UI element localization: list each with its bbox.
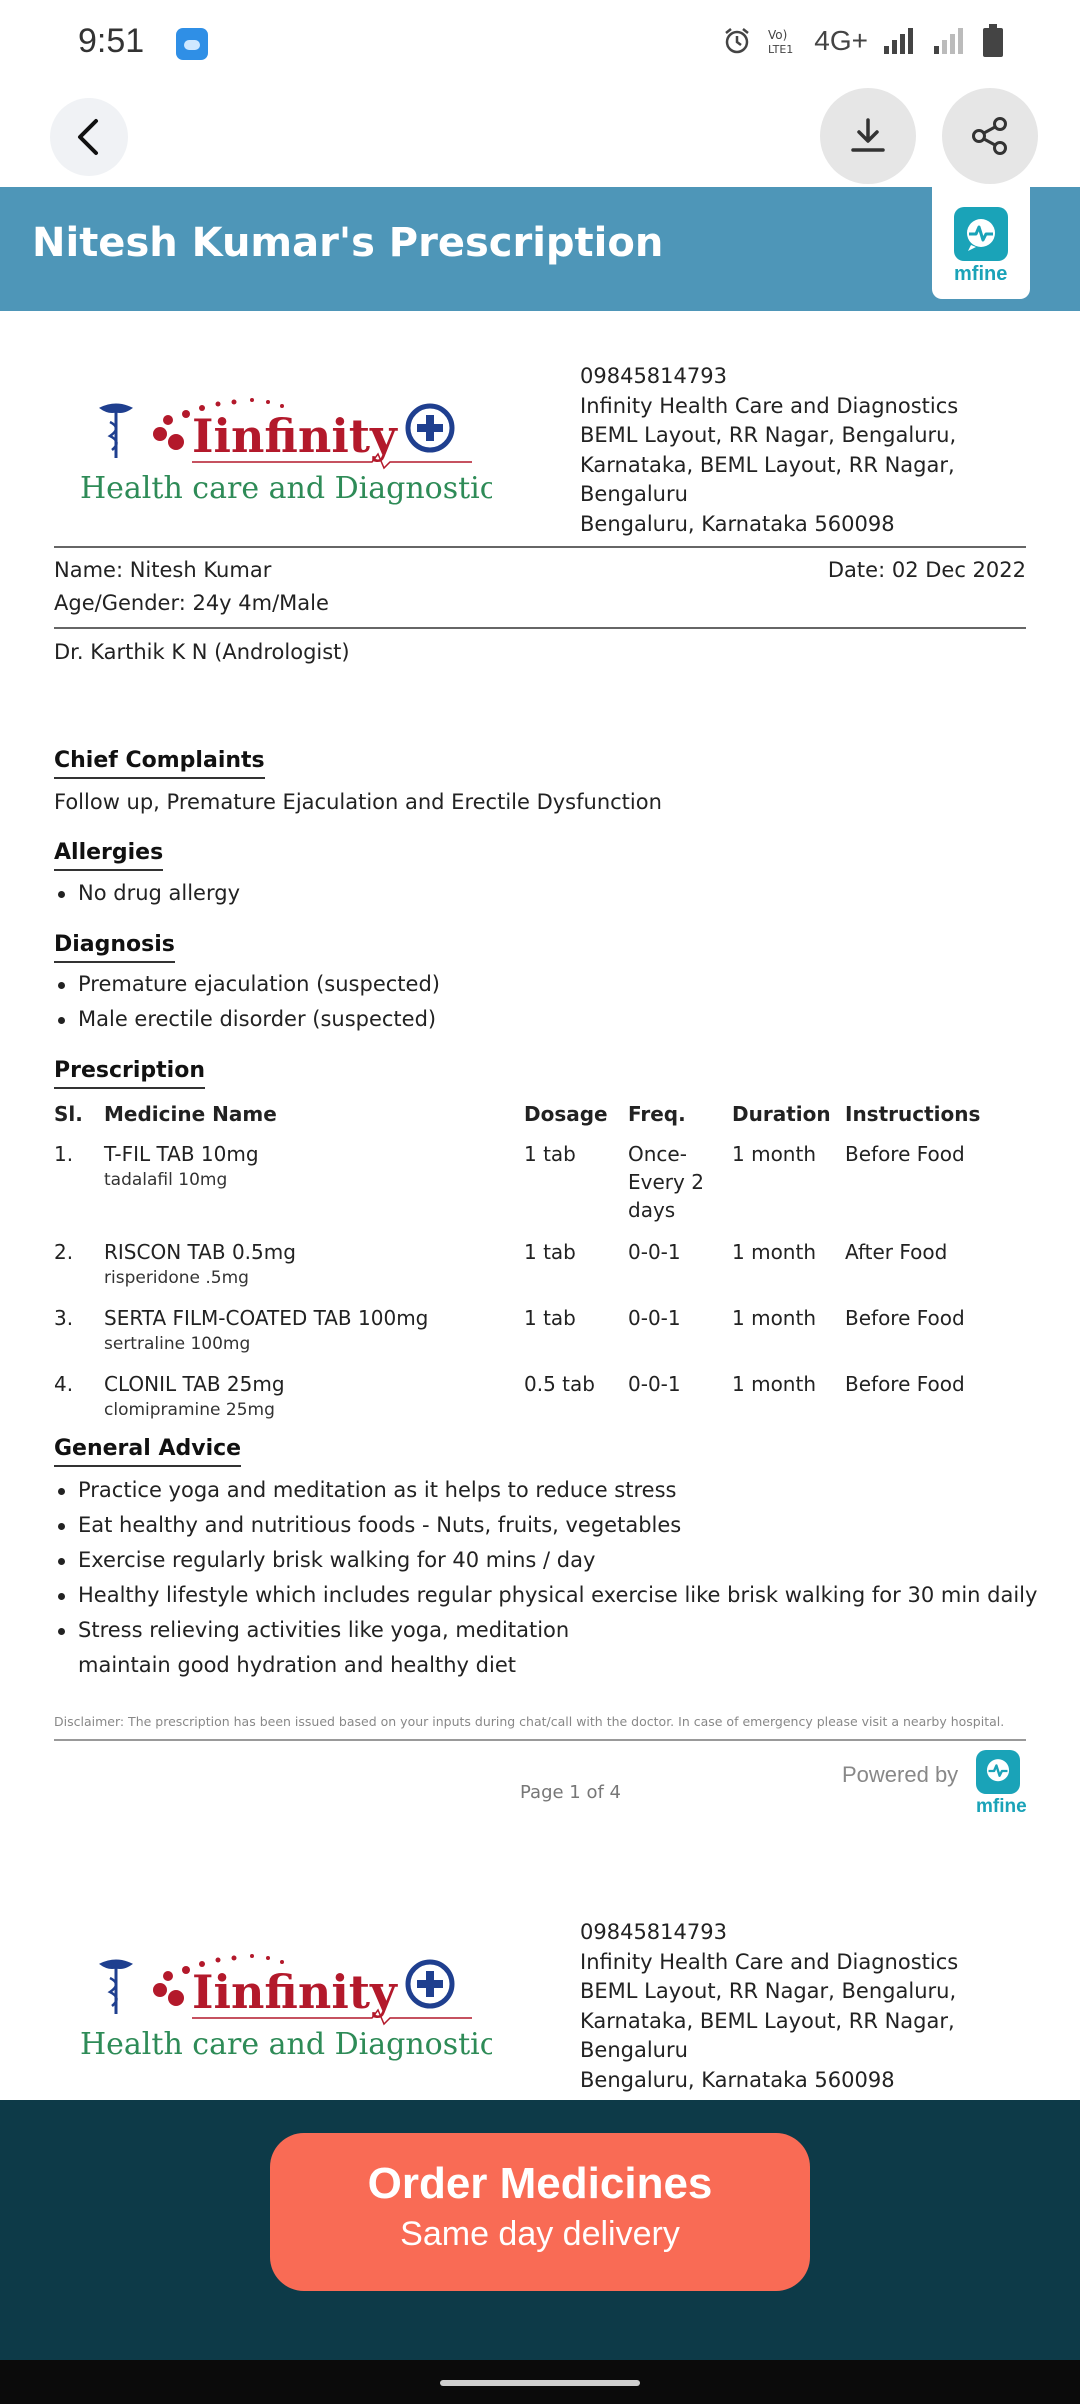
network-type: 4G+ (814, 25, 868, 56)
instructions: Before Food (845, 1306, 965, 1330)
clinic-address-line: Bengaluru, Karnataka 560098 (580, 2067, 895, 2092)
section-heading-diagnosis: Diagnosis (54, 932, 175, 963)
instructions: Before Food (845, 1142, 965, 1166)
column-header: Sl. (54, 1102, 83, 1126)
list-item: Male erectile disorder (suspected) (54, 1002, 440, 1037)
clinic-logo-name: Iinfinity (192, 1965, 397, 2019)
allergies-list (54, 876, 240, 911)
download-button[interactable] (820, 88, 916, 184)
clinic-address-line: BEML Layout, RR Nagar, Bengaluru, (580, 1979, 957, 2003)
frequency: 0-0-1 (628, 1306, 681, 1330)
list-item: No drug allergy (54, 876, 240, 911)
share-button[interactable] (942, 88, 1038, 184)
gesture-handle[interactable] (440, 2380, 640, 2386)
serial-number: 3. (54, 1306, 74, 1330)
generic-name: tadalafil 10mg (104, 1170, 228, 1190)
diagnosis-list (54, 967, 440, 1037)
table-row (54, 1140, 1026, 1238)
frequency: Once-Every 2 days (628, 1142, 704, 1222)
mfine-wordmark: mfine (976, 1796, 1027, 1817)
medicine-name: SERTA FILM-COATED TAB 100mg (104, 1306, 429, 1330)
duration: 1 month (732, 1142, 816, 1166)
signal-weak-icon (932, 26, 968, 56)
clinic-address-line: Infinity Health Care and Diagnostics (580, 393, 959, 418)
disclaimer: Disclaimer: The prescription has been issued based on your inputs during chat/call with the doctor. In case of emergency please visit a nearby hospital. (54, 1714, 1005, 1729)
list-item (54, 1613, 1044, 1683)
generic-name: clomipramine 25mg (104, 1400, 275, 1420)
dosage: 0.5 tab (524, 1372, 595, 1396)
list-item: Premature ejaculation (suspected) (54, 967, 440, 1002)
patient-name: Name: Nitesh Kumar (54, 558, 272, 582)
divider (54, 546, 1026, 548)
prescription-table (54, 1102, 1026, 1436)
table-row (54, 1238, 1026, 1304)
dosage: 1 tab (524, 1240, 576, 1264)
download-icon (848, 116, 888, 156)
clinic-phone: 09845814793 (580, 1920, 727, 1944)
advice-text: maintain good hydration and healthy diet (78, 1653, 516, 1677)
frequency: 0-0-1 (628, 1240, 681, 1264)
order-button-title: Order Medicines (367, 2159, 713, 2208)
duration: 1 month (732, 1306, 816, 1330)
section-heading-prescription: Prescription (54, 1058, 205, 1089)
signal-icon (882, 26, 918, 56)
medicine-name: CLONIL TAB 25mg (104, 1372, 285, 1396)
mfine-logo-icon (976, 1750, 1020, 1794)
status-icons (722, 24, 1004, 58)
table-row (54, 1370, 1026, 1436)
clinic-logo-name: Iinfinity (192, 409, 397, 463)
table-row (54, 1304, 1026, 1370)
column-header: Instructions (845, 1102, 981, 1126)
mfine-wordmark: mfine (954, 263, 1008, 285)
column-header: Duration (732, 1102, 831, 1126)
generic-name: sertraline 100mg (104, 1334, 251, 1354)
share-icon (969, 115, 1011, 157)
divider (54, 627, 1026, 629)
frequency: 0-0-1 (628, 1372, 681, 1396)
section-heading-general-advice: General Advice (54, 1436, 241, 1467)
status-time: 9:51 (78, 22, 145, 60)
generic-name: risperidone .5mg (104, 1268, 249, 1288)
clinic-address-block (580, 1918, 958, 2095)
prescription-date: Date: 02 Dec 2022 (827, 558, 1026, 582)
clinic-address-line: Infinity Health Care and Diagnostics (580, 1949, 959, 1974)
clinic-logo (72, 370, 492, 520)
serial-number: 4. (54, 1372, 74, 1396)
section-heading-allergies: Allergies (54, 840, 163, 871)
column-header: Freq. (628, 1102, 686, 1126)
powered-by-label: Powered by (842, 1762, 959, 1787)
divider (54, 1739, 1026, 1741)
duration: 1 month (732, 1240, 816, 1264)
clinic-address-line: Bengaluru, Karnataka 560098 (580, 511, 895, 536)
medicine-name: T-FIL TAB 10mg (104, 1142, 259, 1166)
mfine-badge (932, 187, 1030, 299)
page-indicator: Page 1 of 4 (520, 1782, 621, 1803)
svg-text:LTE1: LTE1 (768, 43, 794, 56)
column-header: Dosage (524, 1102, 608, 1126)
clinic-address-block (580, 362, 958, 539)
doctor-name: Dr. Karthik K N (Andrologist) (54, 640, 350, 664)
clinic-phone: 09845814793 (580, 364, 727, 388)
clinic-logo-tagline: Health care and Diagnostics (80, 2027, 492, 2062)
battery-icon (982, 24, 1004, 58)
back-button[interactable] (50, 98, 128, 176)
general-advice-list (54, 1473, 1044, 1683)
list-item: Exercise regularly brisk walking for 40 mins / day (54, 1543, 1044, 1578)
order-button-subtitle: Same day delivery (400, 2215, 680, 2253)
duration: 1 month (732, 1372, 816, 1396)
serial-number: 2. (54, 1240, 74, 1264)
clinic-address-line: Bengaluru (580, 482, 688, 506)
column-header: Medicine Name (104, 1102, 277, 1126)
dosage: 1 tab (524, 1142, 576, 1166)
clinic-logo (72, 1926, 492, 2076)
advice-text: Stress relieving activities like yoga, meditation (78, 1618, 570, 1642)
alarm-icon (722, 26, 752, 56)
section-heading-chief-complaints: Chief Complaints (54, 748, 265, 779)
table-header-row (54, 1102, 1026, 1140)
patient-age-gender: Age/Gender: 24y 4m/Male (54, 591, 329, 615)
list-item: Healthy lifestyle which includes regular physical exercise like brisk walking for 30 min daily (54, 1578, 1044, 1613)
instructions: After Food (845, 1240, 948, 1264)
instructions: Before Food (845, 1372, 965, 1396)
chevron-left-icon (72, 117, 106, 157)
list-item: Eat healthy and nutritious foods - Nuts, fruits, vegetables (54, 1508, 1044, 1543)
medicine-name: RISCON TAB 0.5mg (104, 1240, 296, 1264)
notification-app-icon (176, 28, 208, 60)
page-title: Nitesh Kumar's Prescription (32, 220, 664, 266)
svg-text:Vo): Vo) (768, 28, 788, 42)
dosage: 1 tab (524, 1306, 576, 1330)
mfine-logo-icon (954, 207, 1008, 261)
chief-complaints-text: Follow up, Premature Ejaculation and Erectile Dysfunction (54, 790, 662, 814)
clinic-address-line: Karnataka, BEML Layout, RR Nagar, (580, 452, 955, 477)
clinic-address-line: BEML Layout, RR Nagar, Bengaluru, (580, 423, 957, 447)
order-medicines-button[interactable] (270, 2133, 810, 2291)
clinic-logo-tagline: Health care and Diagnostics (80, 471, 492, 506)
list-item: Practice yoga and meditation as it helps to reduce stress (54, 1473, 1044, 1508)
serial-number: 1. (54, 1142, 74, 1166)
clinic-address-line: Bengaluru (580, 2038, 688, 2062)
volte-icon (766, 26, 800, 56)
clinic-address-line: Karnataka, BEML Layout, RR Nagar, (580, 2008, 955, 2033)
